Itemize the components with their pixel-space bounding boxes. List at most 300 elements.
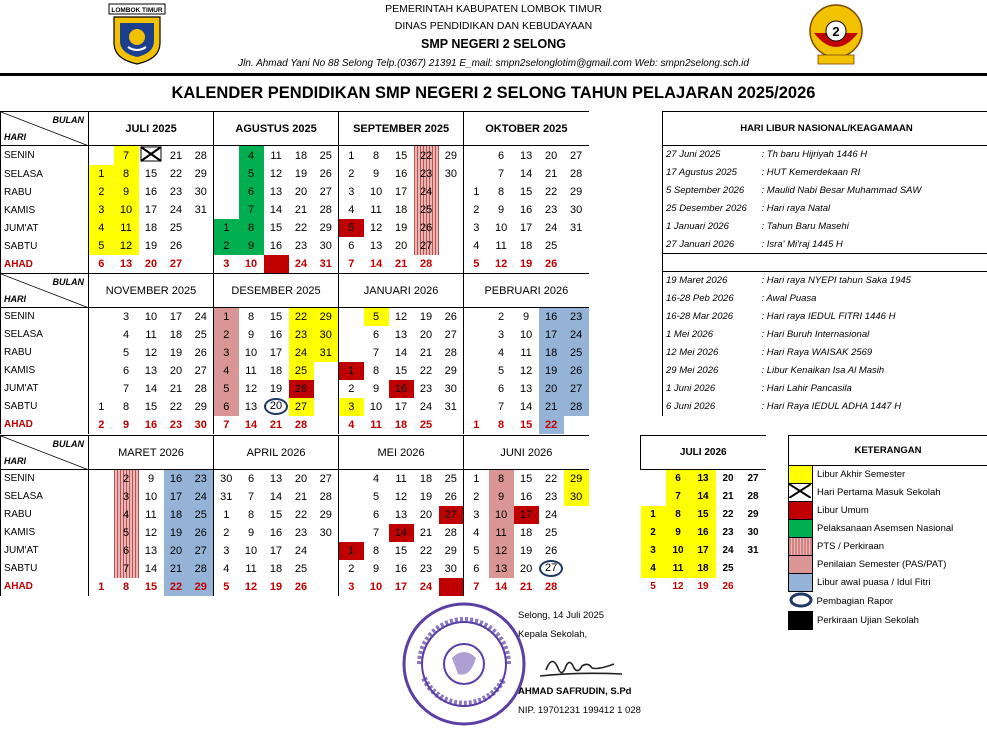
holiday-title: HARI LIBUR NASIONAL/KEAGAMAAN — [663, 112, 987, 146]
date-cell: 25 — [419, 418, 433, 431]
legend-swatch — [789, 556, 813, 574]
week-row — [1, 146, 589, 166]
date-cell: 14 — [519, 400, 533, 413]
month-header: MARET 2026 — [89, 436, 214, 470]
day-name: SELASA — [1, 326, 89, 344]
date-cell: 13 — [519, 382, 533, 395]
date-cell: 19 — [419, 490, 433, 503]
holiday-date: 25 Desember 2026 — [663, 200, 759, 218]
date-cell: 8 — [247, 310, 255, 323]
month-header-row — [1, 436, 589, 470]
legend-row — [789, 502, 987, 520]
legend-row — [789, 592, 987, 612]
date-cell: 26 — [294, 580, 308, 593]
date-cell: 9 — [114, 183, 139, 201]
date-cell: 1 — [464, 183, 489, 201]
date-cell: 18 — [394, 418, 408, 431]
date-cell: 3 — [214, 542, 239, 560]
date-cell: 5 — [650, 581, 656, 592]
date-cell: 15 — [144, 168, 158, 180]
holiday-date — [663, 254, 759, 272]
holiday-name: : Hari Raya WAISAK 2569 — [761, 347, 873, 358]
date-cell: 19 — [697, 581, 709, 592]
legend-row — [789, 520, 987, 538]
date-cell: 16 — [164, 470, 189, 488]
date-cell: 21 — [519, 580, 533, 593]
date-cell — [314, 362, 339, 380]
date-cell: 17 — [691, 542, 716, 560]
calendar-juli-2026 — [640, 435, 766, 596]
date-cell: 5 — [122, 346, 130, 359]
day-name: RABU — [1, 344, 89, 362]
week-row — [1, 165, 589, 183]
date-cell — [89, 344, 114, 362]
holiday-date: 6 Juni 2026 — [663, 398, 759, 416]
week-row — [1, 344, 589, 362]
date-cell — [439, 237, 464, 255]
date-cell — [339, 308, 364, 326]
holiday-row — [663, 398, 987, 416]
date-cell: 8 — [373, 149, 380, 162]
date-cell: 7 — [247, 490, 255, 503]
date-cell: 8 — [372, 364, 380, 377]
holiday-name: : Maulid Nabi Besar Muhammad SAW — [761, 185, 922, 196]
date-cell: 6 — [122, 364, 130, 377]
page-title: KALENDER PENDIDIKAN SMP NEGERI 2 SELONG TAHUN PELAJARAN 2025/2026 — [171, 84, 816, 102]
date-cell: 27 — [289, 398, 314, 416]
date-cell: 15 — [144, 400, 158, 413]
holiday-row — [663, 344, 987, 362]
date-cell: 17 — [269, 544, 283, 557]
table-corner — [1, 436, 89, 470]
date-cell: 22 — [539, 416, 564, 434]
date-cell: 20 — [144, 258, 158, 270]
date-cell — [89, 326, 114, 344]
date-cell — [439, 416, 464, 434]
holiday-date: 17 Agustus 2025 — [663, 164, 759, 182]
date-cell — [641, 488, 666, 506]
date-cell: 10 — [144, 490, 158, 503]
holiday-date: 1 Mei 2026 — [663, 326, 759, 344]
date-cell — [741, 578, 766, 596]
date-cell: 3 — [641, 542, 666, 560]
date-cell — [564, 560, 589, 578]
date-cell: 19 — [419, 310, 433, 323]
date-cell — [741, 560, 766, 578]
date-cell — [564, 506, 589, 524]
letterhead-divider — [0, 73, 987, 76]
date-cell: 20 — [169, 364, 183, 377]
date-cell: 20 — [539, 380, 564, 398]
date-cell — [189, 219, 214, 237]
month-header: JULI 2025 — [89, 112, 214, 146]
date-cell: 23 — [169, 186, 183, 198]
date-cell: 20 — [419, 508, 433, 521]
date-cell: 28 — [569, 168, 583, 180]
month-header: DESEMBER 2025 — [214, 274, 339, 308]
date-cell: 16 — [269, 526, 283, 539]
date-cell — [339, 326, 364, 344]
date-cell: 7 — [239, 201, 264, 219]
table-corner — [1, 112, 89, 146]
calendar-block-3 — [0, 435, 589, 596]
date-cell: 9 — [147, 472, 155, 485]
date-cell: 18 — [269, 364, 283, 377]
legend-swatch — [789, 484, 813, 502]
date-cell: 22 — [164, 578, 189, 596]
signature-place-date: Selong, 14 Juli 2025 — [518, 610, 605, 621]
date-cell: 1 — [214, 506, 239, 524]
date-cell: 26 — [194, 346, 207, 359]
date-cell: 14 — [519, 168, 533, 180]
day-name: SELASA — [1, 488, 89, 506]
date-cell — [564, 237, 589, 255]
date-cell — [439, 255, 464, 273]
date-cell: 2 — [641, 524, 666, 542]
date-cell: 3 — [464, 506, 489, 524]
date-cell: 17 — [144, 204, 158, 216]
day-name: KAMIS — [1, 362, 89, 380]
date-cell: 25 — [294, 562, 308, 575]
date-cell: 22 — [722, 509, 734, 520]
holiday-row — [663, 218, 987, 236]
date-cell: 11 — [370, 204, 382, 216]
date-cell: 8 — [122, 580, 130, 593]
holiday-row — [663, 182, 987, 200]
date-cell: 5 — [464, 542, 489, 560]
date-cell: 14 — [144, 382, 158, 395]
date-cell: 17 — [394, 580, 408, 593]
date-cell — [464, 362, 489, 380]
date-cell: 20 — [294, 472, 308, 485]
date-cell: 5 — [214, 380, 239, 398]
logo-number: 2 — [832, 24, 840, 39]
date-cell: 27 — [319, 472, 332, 485]
date-cell: 22 — [419, 364, 433, 377]
date-cell — [464, 308, 489, 326]
legend-swatch — [789, 592, 813, 612]
date-cell: 4 — [89, 219, 114, 237]
legend-swatch — [789, 466, 813, 484]
day-name: SENIN — [1, 308, 89, 326]
month-header: JULI 2026 — [641, 436, 766, 470]
kop-line-2: DINAS PENDIDIKAN DAN KEBUDAYAAN — [394, 20, 593, 32]
date-cell: 15 — [394, 364, 408, 377]
date-cell: 9 — [372, 562, 380, 575]
date-cell: 30 — [314, 326, 339, 344]
day-name: SENIN — [1, 470, 89, 488]
date-cell: 5 — [464, 255, 489, 273]
date-cell: 10 — [244, 544, 258, 557]
holiday-name: : Hari raya IEDUL FITRI 1446 H — [761, 311, 896, 322]
date-cell: 30 — [444, 382, 457, 395]
date-cell: 31 — [319, 258, 332, 270]
date-cell: 11 — [270, 149, 282, 162]
date-cell: 27 — [194, 364, 207, 377]
kop-address: Jln. Ahmad Yani No 88 Selong Telp.(0367) 21391 E_mail: smpn2selonglotim@gmail.com Web: smpn2selong.sch.id — [238, 58, 749, 69]
date-cell: 20 — [394, 240, 408, 252]
date-cell: 21 — [722, 491, 734, 502]
date-cell: 30 — [214, 470, 239, 488]
date-cell: 8 — [489, 470, 514, 488]
svg-text:LOMBOK TIMUR: LOMBOK TIMUR — [111, 7, 163, 14]
date-cell: 5 — [339, 219, 364, 237]
date-cell: 13 — [144, 364, 158, 377]
date-cell: 22 — [169, 168, 183, 180]
date-cell: 18 — [269, 562, 283, 575]
date-cell: 8 — [239, 219, 264, 237]
date-cell: 23 — [169, 418, 183, 431]
date-cell: 19 — [144, 240, 158, 252]
week-row — [1, 560, 589, 578]
date-cell: 18 — [294, 149, 308, 162]
date-cell — [314, 560, 339, 578]
date-cell: 20 — [722, 473, 734, 485]
date-cell: 4 — [498, 346, 505, 359]
holiday-header-row — [663, 112, 987, 146]
date-cell: 5 — [364, 308, 389, 326]
date-cell — [89, 308, 114, 326]
date-cell: 27 — [189, 542, 214, 560]
date-cell: 16 — [269, 328, 283, 341]
legend-label: Penilaian Semester (PAS/PAT) — [817, 559, 947, 570]
holiday-date: 27 Januari 2026 — [663, 236, 759, 254]
date-cell: 9 — [498, 204, 505, 216]
date-cell: 30 — [444, 562, 457, 575]
month-header: JUNI 2026 — [464, 436, 589, 470]
date-cell: 13 — [394, 508, 408, 521]
date-cell: 24 — [722, 545, 734, 556]
date-cell: 30 — [319, 240, 332, 252]
week-row — [1, 183, 589, 201]
date-cell: 10 — [114, 201, 139, 219]
date-cell: 21 — [164, 560, 189, 578]
date-cell: 30 — [194, 186, 207, 198]
date-cell: 12 — [394, 490, 408, 503]
day-name: KAMIS — [1, 524, 89, 542]
date-cell: 28 — [319, 490, 332, 503]
date-cell: 6 — [339, 237, 364, 255]
date-cell: 24 — [414, 183, 439, 201]
date-cell: 30 — [564, 488, 589, 506]
month-header: SEPTEMBER 2025 — [339, 112, 464, 146]
legend-swatch — [789, 502, 813, 520]
date-cell: 23 — [294, 240, 308, 252]
date-cell — [214, 146, 239, 166]
date-cell: 23 — [289, 326, 314, 344]
date-cell: 28 — [194, 382, 207, 395]
date-cell: 29 — [319, 508, 332, 521]
date-cell: 5 — [372, 490, 380, 503]
holiday-name — [759, 254, 987, 272]
date-cell: 19 — [269, 580, 283, 593]
day-name: JUM'AT — [1, 542, 89, 560]
date-cell: 11 — [145, 508, 157, 521]
date-cell — [314, 416, 339, 434]
date-cell: 24 — [419, 400, 433, 413]
date-cell: 2 — [339, 560, 364, 578]
date-cell: 9 — [489, 488, 514, 506]
month-header-row — [641, 436, 766, 470]
date-cell: 2 — [339, 380, 364, 398]
date-cell: 27 — [444, 328, 457, 341]
date-cell: 13 — [369, 240, 383, 252]
date-cell — [89, 524, 114, 542]
holiday-date: 29 Mei 2026 — [663, 362, 759, 380]
date-cell: 6 — [214, 398, 239, 416]
date-cell: 10 — [369, 580, 383, 593]
date-cell — [464, 146, 489, 166]
date-cell: 23 — [419, 562, 433, 575]
date-cell: 10 — [244, 258, 258, 270]
date-cell: 14 — [691, 488, 716, 506]
date-cell: 13 — [489, 560, 514, 578]
holiday-date: 5 September 2026 — [663, 182, 759, 200]
date-cell: 4 — [464, 524, 489, 542]
date-cell: 4 — [114, 506, 139, 524]
date-cell: 13 — [269, 186, 283, 198]
date-cell: 17 — [164, 488, 189, 506]
date-cell: 7 — [372, 526, 380, 539]
date-cell: 1 — [98, 400, 105, 413]
date-cell: 6 — [239, 183, 264, 201]
week-row — [1, 362, 589, 380]
date-cell: 7 — [114, 560, 139, 578]
date-cell: 14 — [269, 490, 283, 503]
corner-bulan-label: BULAN — [52, 115, 84, 125]
date-cell: 10 — [519, 328, 533, 341]
date-cell: 3 — [498, 328, 505, 341]
date-cell: 18 — [519, 526, 533, 539]
first-day-cross-icon — [140, 146, 162, 162]
date-cell: 11 — [666, 560, 691, 578]
date-cell — [314, 380, 339, 398]
date-cell: 17 — [514, 506, 539, 524]
date-cell: 25 — [544, 240, 558, 252]
holiday-row — [663, 326, 987, 344]
date-cell: 15 — [519, 186, 533, 198]
week-row — [641, 470, 766, 488]
date-cell: 1 — [339, 362, 364, 380]
week-row — [1, 219, 589, 237]
date-cell: 21 — [269, 418, 283, 431]
date-cell — [89, 380, 114, 398]
date-cell: 25 — [319, 149, 332, 162]
date-cell: 27 — [747, 473, 759, 485]
date-cell: 10 — [244, 346, 258, 359]
holiday-date: 19 Maret 2026 — [663, 272, 759, 290]
date-cell: 19 — [294, 168, 308, 180]
holiday-row — [663, 200, 987, 218]
date-cell — [314, 578, 339, 596]
date-cell: 13 — [691, 470, 716, 488]
date-cell: 10 — [494, 222, 508, 234]
date-cell — [89, 146, 114, 166]
date-cell: 20 — [294, 186, 308, 198]
day-name: JUM'AT — [1, 380, 89, 398]
date-cell: 3 — [214, 344, 239, 362]
date-cell — [339, 524, 364, 542]
legend-swatch — [789, 538, 813, 556]
date-cell — [189, 255, 214, 273]
date-cell: 4 — [122, 328, 130, 341]
date-cell: 13 — [394, 328, 408, 341]
date-cell: 14 — [244, 418, 258, 431]
date-cell: 12 — [494, 258, 508, 270]
date-cell: 16 — [394, 168, 408, 180]
date-cell: 16 — [389, 380, 414, 398]
date-cell: 24 — [189, 488, 214, 506]
date-cell: 16 — [519, 204, 533, 216]
week-row — [641, 560, 766, 578]
holiday-row — [663, 272, 987, 290]
date-cell: 12 — [394, 310, 408, 323]
date-cell: 11 — [489, 524, 514, 542]
holiday-row — [663, 290, 987, 308]
date-cell: 29 — [319, 222, 332, 234]
date-cell: 23 — [414, 165, 439, 183]
date-cell: 17 — [539, 326, 564, 344]
holiday-name: : Awal Puasa — [761, 293, 817, 304]
date-cell: 28 — [194, 149, 207, 162]
date-cell: 31 — [444, 400, 457, 413]
date-cell — [539, 560, 564, 578]
date-cell: 8 — [372, 544, 380, 557]
date-cell: 11 — [370, 418, 382, 431]
date-cell: 25 — [194, 328, 207, 341]
date-cell: 14 — [144, 562, 158, 575]
day-name: SABTU — [1, 237, 89, 255]
table-corner — [1, 274, 89, 308]
date-cell: 15 — [269, 222, 283, 234]
holiday-name: : Hari Buruh Internasional — [761, 329, 870, 340]
holiday-date: 16-28 Mar 2026 — [663, 308, 759, 326]
holiday-name: : Isra' Mi'raj 1445 H — [761, 238, 843, 250]
day-name: RABU — [1, 506, 89, 524]
date-cell: 12 — [114, 237, 139, 255]
date-cell — [464, 344, 489, 362]
date-cell: 7 — [464, 578, 489, 596]
week-row — [1, 380, 589, 398]
date-cell: 18 — [169, 328, 183, 341]
date-cell: 26 — [414, 219, 439, 237]
date-cell: 11 — [145, 328, 157, 341]
date-cell: 17 — [519, 222, 533, 234]
date-cell: 3 — [214, 255, 239, 273]
date-cell: 4 — [464, 237, 489, 255]
date-cell: 27 — [169, 258, 183, 270]
date-cell: 23 — [189, 470, 214, 488]
date-cell: 25 — [444, 472, 457, 485]
legend-label: Pelaksanaan Asemsen Nasional — [817, 523, 954, 534]
signature-name: AHMAD SAFRUDIN, S.Pd — [518, 686, 632, 697]
date-cell: 9 — [247, 328, 255, 341]
date-cell: 15 — [519, 418, 533, 431]
date-cell — [89, 506, 114, 524]
day-name: RABU — [1, 183, 89, 201]
date-cell: 26 — [319, 168, 332, 180]
week-row — [641, 542, 766, 560]
legend-swatch — [789, 520, 813, 538]
date-cell — [89, 560, 114, 578]
date-cell: 1 — [214, 219, 239, 237]
date-cell: 31 — [569, 222, 583, 234]
legend-row — [789, 538, 987, 556]
date-cell: 2 — [464, 201, 489, 219]
date-cell: 9 — [122, 418, 130, 431]
date-cell: 23 — [294, 526, 308, 539]
date-cell: 4 — [339, 416, 364, 434]
